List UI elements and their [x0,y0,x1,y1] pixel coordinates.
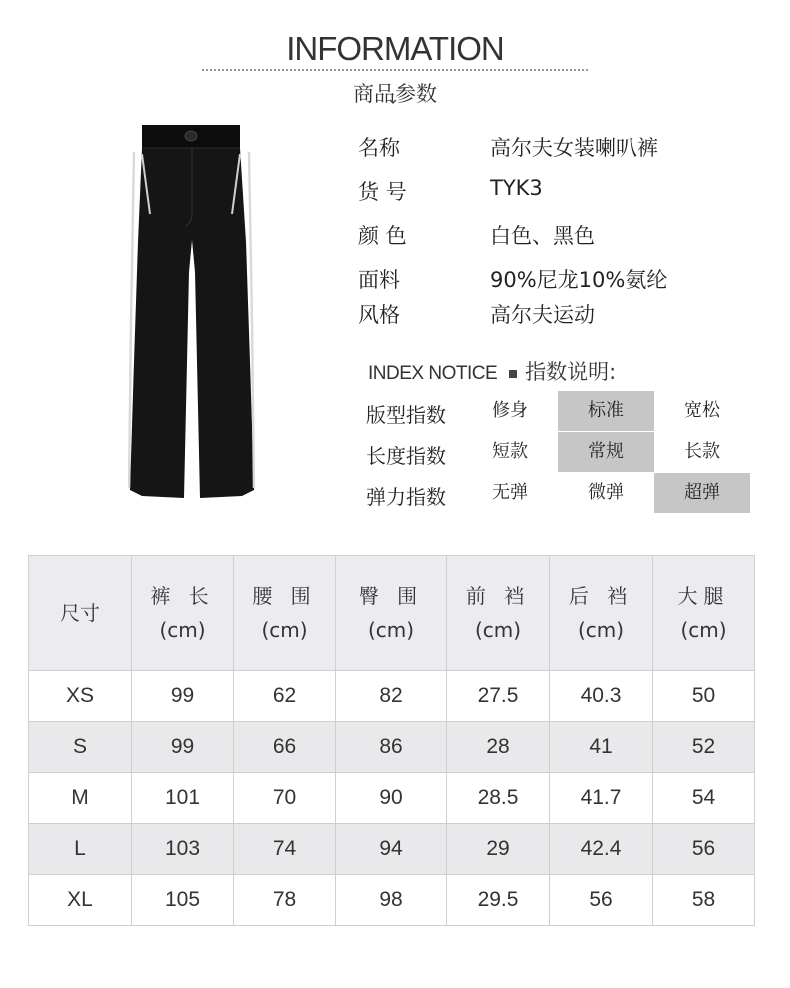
table-cell: 42.4 [550,824,653,875]
table-header-row [29,556,755,671]
info-label: 风格 [358,303,400,327]
index-option: 宽松 [684,400,720,421]
dotted-divider [202,69,588,71]
size-cell: S [29,722,132,773]
table-cell: 66 [234,722,336,773]
chevron-down-icon [389,98,397,106]
table-cell: 54 [653,773,755,824]
column-header: 裤 长 (cm) [132,556,234,671]
size-cell: XL [29,875,132,926]
table-cell: 40.3 [550,671,653,722]
size-table [28,555,755,926]
info-value: 90%尼龙10%氨纶 [490,268,668,292]
table-cell: 74 [234,824,336,875]
index-notice-heading [368,356,616,386]
info-label: 颜 色 [358,224,407,248]
page-title: INFORMATION [286,30,504,67]
table-row [29,671,755,722]
table-cell: 99 [132,722,234,773]
index-notice-en: INDEX NOTICE [368,363,498,384]
table-cell: 28.5 [447,773,550,824]
table-row [29,875,755,926]
table-cell: 27.5 [447,671,550,722]
index-label: 长度指数 [366,444,446,468]
index-option-selected: 常规 [558,432,654,472]
index-option-selected: 超弹 [654,473,750,513]
table-cell: 58 [653,875,755,926]
column-header: 后 裆 (cm) [550,556,653,671]
table-cell: 105 [132,875,234,926]
table-cell: 29.5 [447,875,550,926]
table-cell: 82 [336,671,447,722]
index-label: 版型指数 [366,403,446,427]
index-option-selected: 标准 [558,391,654,431]
table-row [29,773,755,824]
column-header: 大腿 (cm) [653,556,755,671]
column-header: 臀 围 (cm) [336,556,447,671]
table-cell: 41.7 [550,773,653,824]
square-bullet-icon [509,370,517,378]
table-cell: 99 [132,671,234,722]
index-option: 无弹 [492,482,528,503]
column-header: 腰 围 (cm) [234,556,336,671]
index-option: 微弹 [588,482,624,503]
table-cell: 50 [653,671,755,722]
table-cell: 56 [550,875,653,926]
index-option: 长款 [684,441,720,462]
info-label: 名称 [358,136,400,160]
table-cell: 98 [336,875,447,926]
page-subtitle: 商品参数 [353,82,437,106]
index-label: 弹力指数 [366,485,446,509]
table-cell: 90 [336,773,447,824]
table-cell: 78 [234,875,336,926]
info-label: 货 号 [358,180,407,204]
table-cell: 70 [234,773,336,824]
table-cell: 86 [336,722,447,773]
info-value: 高尔夫运动 [490,303,595,327]
size-column-header: 尺寸 [29,556,132,671]
index-notice-cn: 指数说明: [525,360,617,384]
info-label: 面料 [358,268,400,292]
column-header: 前 裆 (cm) [447,556,550,671]
index-option: 修身 [492,400,528,421]
table-cell: 62 [234,671,336,722]
info-value: 高尔夫女装喇叭裤 [490,136,658,160]
info-value: TYK3 [490,176,543,200]
table-row [29,722,755,773]
size-cell: M [29,773,132,824]
table-cell: 52 [653,722,755,773]
size-cell: L [29,824,132,875]
size-cell: XS [29,671,132,722]
table-cell: 101 [132,773,234,824]
table-cell: 29 [447,824,550,875]
table-cell: 94 [336,824,447,875]
index-option: 短款 [492,441,528,462]
table-cell: 28 [447,722,550,773]
table-cell: 41 [550,722,653,773]
table-cell: 103 [132,824,234,875]
flared-pants-image [128,122,256,502]
info-value: 白色、黑色 [490,224,595,248]
table-cell: 56 [653,824,755,875]
table-row [29,824,755,875]
